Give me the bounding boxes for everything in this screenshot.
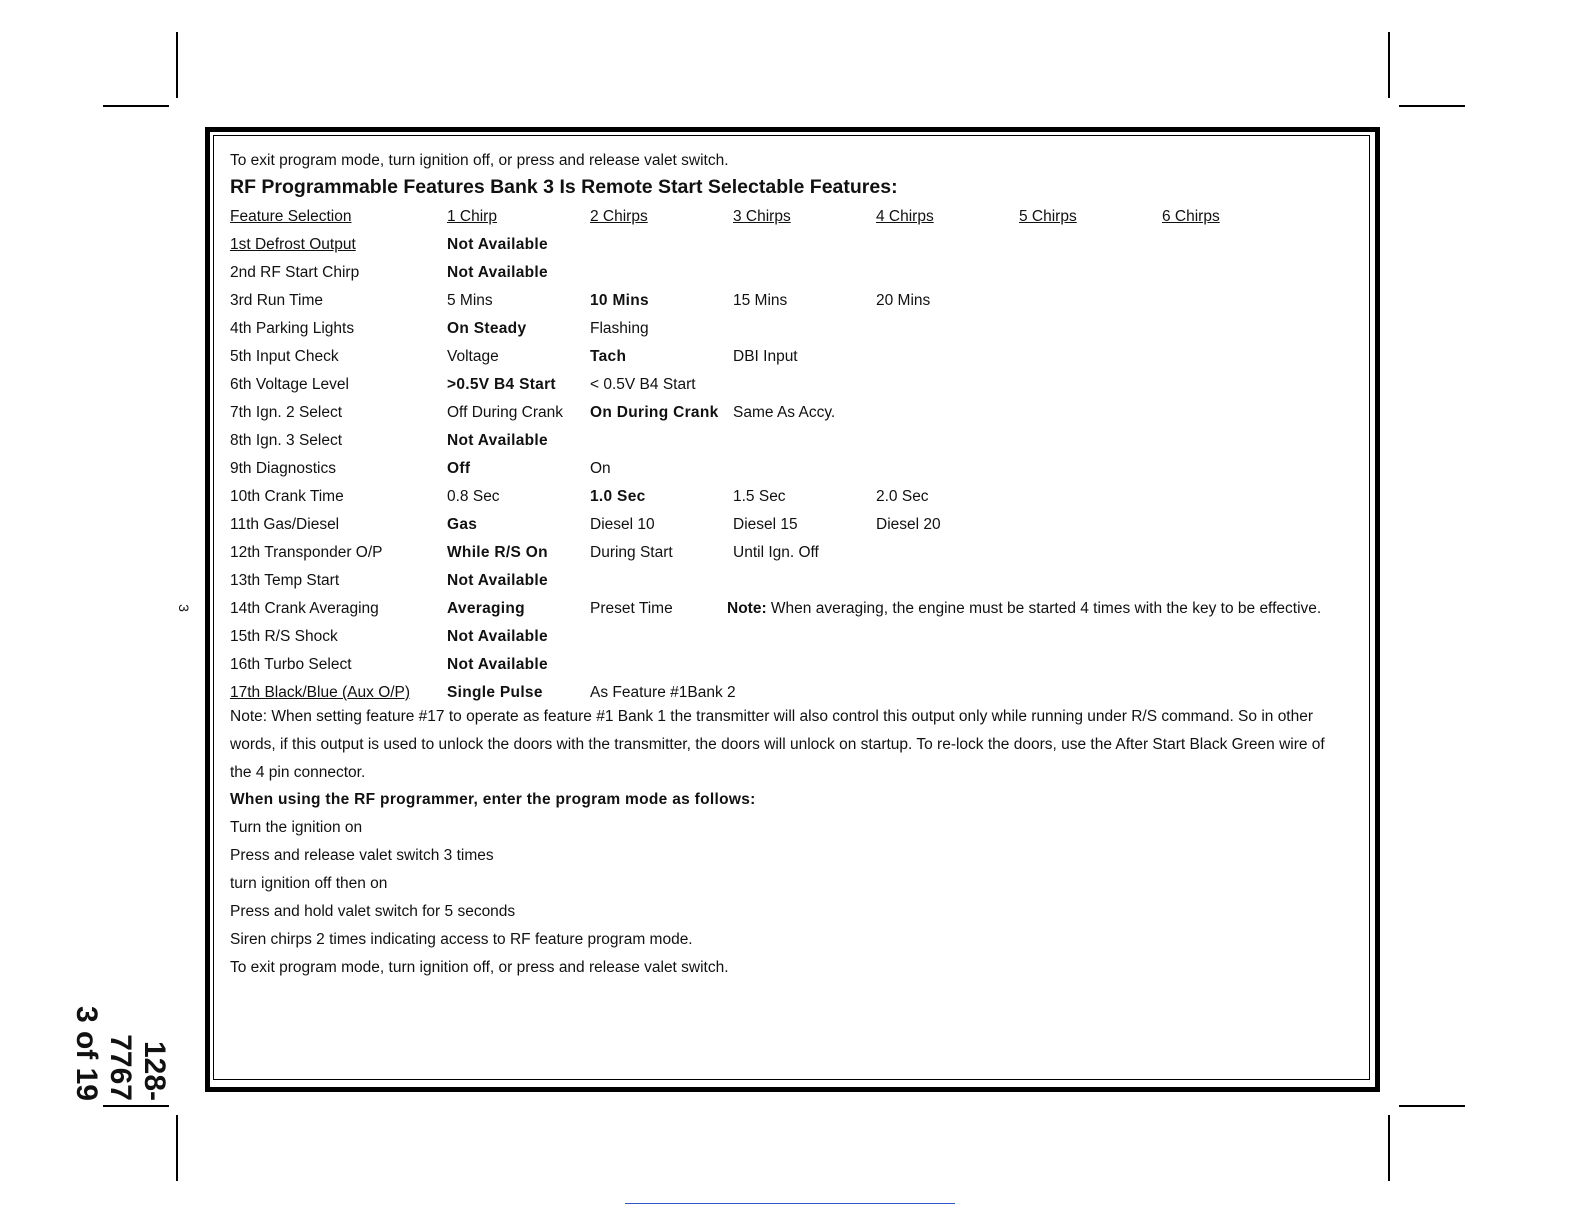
doc-id-block [69, 981, 171, 1101]
option-1: 0.8 Sec [447, 488, 500, 505]
option-2: Preset Time [590, 600, 673, 617]
header-feature: Feature Selection [230, 208, 352, 225]
option-1: Not Available [447, 432, 548, 449]
crop-mark [1388, 1115, 1390, 1181]
option-2: On [590, 460, 611, 477]
feature-name: 17th Black/Blue (Aux O/P) [230, 684, 411, 701]
option-1: Off [447, 460, 471, 477]
step-item: Press and release valet switch 3 times [230, 847, 494, 864]
option-2: Flashing [590, 320, 649, 337]
header-col-4: 4 Chirps [876, 208, 934, 225]
feature-name: 13th Temp Start [230, 572, 340, 589]
option-1: Single Pulse [447, 684, 543, 701]
page-of: 3 of 19 [70, 1005, 103, 1101]
feature-name: 4th Parking Lights [230, 320, 355, 337]
header-col-5: 5 Chirps [1019, 208, 1077, 225]
step-item: To exit program mode, turn ignition off, or press and release valet switch. [230, 959, 729, 976]
header-col-2: 2 Chirps [590, 208, 648, 225]
option-2: As Feature #1Bank 2 [590, 684, 736, 701]
step-item: Press and hold valet switch for 5 seconds [230, 903, 516, 920]
doc-id: 128-7767 [104, 1034, 171, 1101]
footer-link-line [625, 1203, 955, 1204]
option-1: Not Available [447, 656, 548, 673]
crop-mark [176, 32, 178, 98]
feature-name: 12th Transponder O/P [230, 544, 383, 561]
option-1: On Steady [447, 320, 527, 337]
feature-name: 14th Crank Averaging [230, 600, 379, 617]
feature-name: 2nd RF Start Chirp [230, 264, 360, 281]
feature-name: 6th Voltage Level [230, 376, 349, 393]
option-1: Averaging [447, 600, 525, 617]
feature-name: 10th Crank Time [230, 488, 344, 505]
option-1: Not Available [447, 236, 548, 253]
option-1: Not Available [447, 572, 548, 589]
option-1: Not Available [447, 628, 548, 645]
option-1: Off During Crank [447, 404, 564, 421]
option-3: Diesel 15 [733, 516, 798, 533]
option-1: Gas [447, 516, 478, 533]
feature-name: 1st Defrost Output [230, 236, 356, 253]
header-col-3: 3 Chirps [733, 208, 791, 225]
feature-name: 16th Turbo Select [230, 656, 352, 673]
feature-name: 11th Gas/Diesel [230, 516, 340, 533]
crop-mark [103, 105, 169, 107]
feature-name: 5th Input Check [230, 348, 339, 365]
option-2: < 0.5V B4 Start [590, 376, 696, 393]
crop-mark [1399, 1105, 1465, 1107]
crop-mark [1388, 32, 1390, 98]
crop-mark [176, 1115, 178, 1181]
option-1: >0.5V B4 Start [447, 376, 556, 393]
option-2: During Start [590, 544, 673, 561]
option-4: 20 Mins [876, 292, 931, 309]
option-3: Until Ign. Off [733, 544, 819, 561]
rf-programmer-heading: When using the RF programmer, enter the program mode as follows: [230, 791, 756, 808]
option-4: 2.0 Sec [876, 488, 929, 505]
exit-instruction-top: To exit program mode, turn ignition off, or press and release valet switch. [230, 152, 729, 169]
option-2: 10 Mins [590, 292, 649, 309]
crop-mark [103, 1105, 169, 1107]
step-item: Siren chirps 2 times indicating access to RF feature program mode. [230, 931, 693, 948]
option-2: Diesel 10 [590, 516, 655, 533]
note-label: Note: [727, 600, 767, 617]
option-2: On During Crank [590, 404, 719, 421]
option-1: Not Available [447, 264, 548, 281]
feature-name: 8th Ign. 3 Select [230, 432, 343, 449]
feature-17-note: Note: When setting feature #17 to operate as feature #1 Bank 1 the transmitter will also control this output only while running under R/S command. So in other words, if this output is used to unlock the doors with the transmitter, the doors will unlock on startup. To re-lock the doors, use the After Start Black Green wire of the 4 pin connector. [230, 708, 1325, 781]
section-title: RF Programmable Features Bank 3 Is Remote Start Selectable Features: [230, 176, 898, 198]
averaging-note [727, 598, 1321, 620]
step-item: turn ignition off then on [230, 875, 388, 892]
step-item: Turn the ignition on [230, 819, 363, 836]
side-page-number: 3 [175, 604, 192, 612]
header-col-6: 6 Chirps [1162, 208, 1220, 225]
option-3: Same As Accy. [733, 404, 836, 421]
option-1: While R/S On [447, 544, 548, 561]
option-3: 1.5 Sec [733, 488, 786, 505]
option-2: 1.0 Sec [590, 488, 646, 505]
feature-name: 3rd Run Time [230, 292, 324, 309]
feature-name: 9th Diagnostics [230, 460, 336, 477]
option-4: Diesel 20 [876, 516, 941, 533]
feature-name: 15th R/S Shock [230, 628, 338, 645]
feature-name: 7th Ign. 2 Select [230, 404, 343, 421]
option-1: Voltage [447, 348, 499, 365]
header-col-1: 1 Chirp [447, 208, 497, 225]
option-2: Tach [590, 348, 627, 365]
option-1: 5 Mins [447, 292, 493, 309]
option-3: DBI Input [733, 348, 798, 365]
option-3: 15 Mins [733, 292, 788, 309]
note-text: When averaging, the engine must be started 4 times with the key to be effective. [766, 600, 1322, 617]
crop-mark [1399, 105, 1465, 107]
